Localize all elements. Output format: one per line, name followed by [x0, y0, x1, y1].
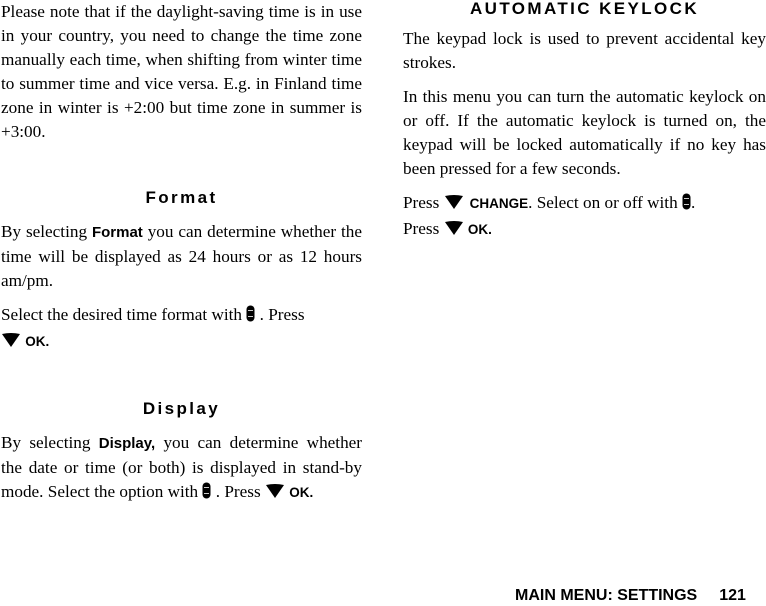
keylock-paragraph-3: Press CHANGE. Select on or off with . Press OK.	[403, 191, 766, 243]
format-keyword: Format	[91, 224, 143, 241]
keylock-paragraph-2: In this menu you can turn the automatic keylock on or off. If the automatic keylock is turned on, the keypad will be locked automatically if no key has been pressed for a few seconds.	[403, 87, 766, 178]
display-keyword: Display,	[98, 435, 156, 452]
display-heading: Display	[142, 399, 221, 418]
left-column	[1, 0, 362, 516]
ok-key-label: OK.	[467, 222, 492, 237]
softkey-arrow-icon	[265, 482, 285, 506]
format-paragraph-2: Select the desired time format with . Press OK.	[1, 303, 362, 355]
softkey-arrow-icon	[444, 219, 464, 243]
ok-key-label: OK.	[289, 485, 314, 500]
softkey-arrow-icon	[1, 331, 21, 355]
format-heading: Format	[145, 188, 218, 207]
page-number: 121	[719, 587, 746, 604]
change-key-label: CHANGE	[469, 196, 529, 211]
scroll-key-icon	[202, 482, 211, 506]
softkey-arrow-icon	[444, 193, 464, 217]
keylock-heading: AUTOMATIC KEYLOCK	[469, 0, 700, 18]
page-footer	[515, 586, 746, 606]
keylock-paragraph-1: The keypad lock is used to prevent accidental key strokes.	[403, 29, 766, 72]
display-paragraph: By selecting Display, you can determine whether the date or time (or both) is displayed in stand-by mode. Select the option with . Press OK.	[1, 431, 362, 506]
scroll-key-icon	[246, 305, 255, 329]
ok-key-label: OK.	[25, 334, 50, 349]
intro-paragraph: Please note that if the daylight-saving time is in use in your country, you need to change the time zone manually each time, when shifting from winter time to summer time and vice versa. E.g. in Finland time zone in winter is +2:00 but time zone in summer is +3:00.	[1, 2, 362, 141]
right-column	[403, 0, 766, 253]
footer-section-title: MAIN MENU: SETTINGS	[515, 587, 698, 604]
format-paragraph-1: By selecting Format you can determine whether the time will be displayed as 24 hours or as 12 hours am/pm.	[1, 222, 363, 290]
scroll-key-icon	[682, 193, 691, 217]
